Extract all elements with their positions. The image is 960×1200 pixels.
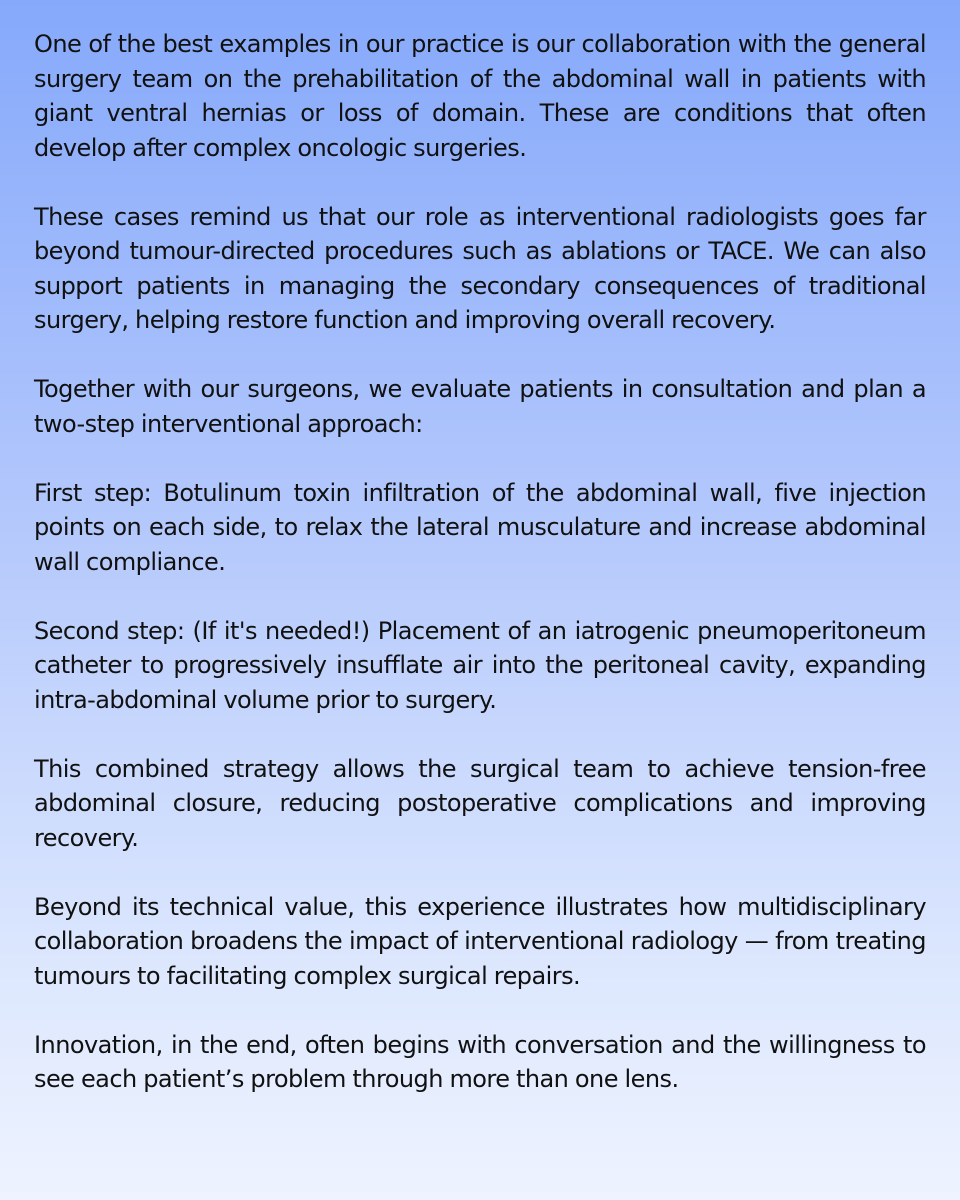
paragraph-ir-role: These cases remind us that our role as interventional radiologists goes far beyond tumour-directed procedures such as ablations or TACE. We can also support patients in managing the secondary consequences of traditional surgery, helping restore function and improving overall recovery.	[34, 202, 926, 334]
paragraph-innovation: Innovation, in the end, often begins with conversation and the willingness to see each patient’s problem through more than one lens.	[34, 1030, 926, 1093]
paragraph-first-step: First step: Botulinum toxin infiltration of the abdominal wall, five injection points on each side, to relax the lateral musculature and increase abdominal wall compliance.	[34, 478, 926, 576]
paragraph-collaboration-intro: One of the best examples in our practice is our collaboration with the general surgery team on the prehabilitation of the abdominal wall in patients with giant ventral hernias or loss of domain. These are conditions that often develop after complex oncologic surgeries.	[34, 30, 926, 162]
paragraph-technical-value: Beyond its technical value, this experience illustrates how multidisciplinary collaboration broadens the impact of interventional radiology — from treating tumours to facilitating complex surgical repairs.	[34, 892, 926, 990]
paragraph-combined-strategy: This combined strategy allows the surgical team to achieve tension-free abdominal closure, reducing postoperative complications and improving recovery.	[34, 754, 926, 852]
paragraph-two-step-approach: Together with our surgeons, we evaluate patients in consultation and plan a two-step interventional approach:	[34, 375, 926, 438]
paragraph-second-step: Second step: (If it's needed!) Placement of an iatrogenic pneumoperitoneum catheter to progressively insufflate air into the peritoneal cavity, expanding intra-abdominal volume prior to surgery.	[34, 616, 926, 714]
